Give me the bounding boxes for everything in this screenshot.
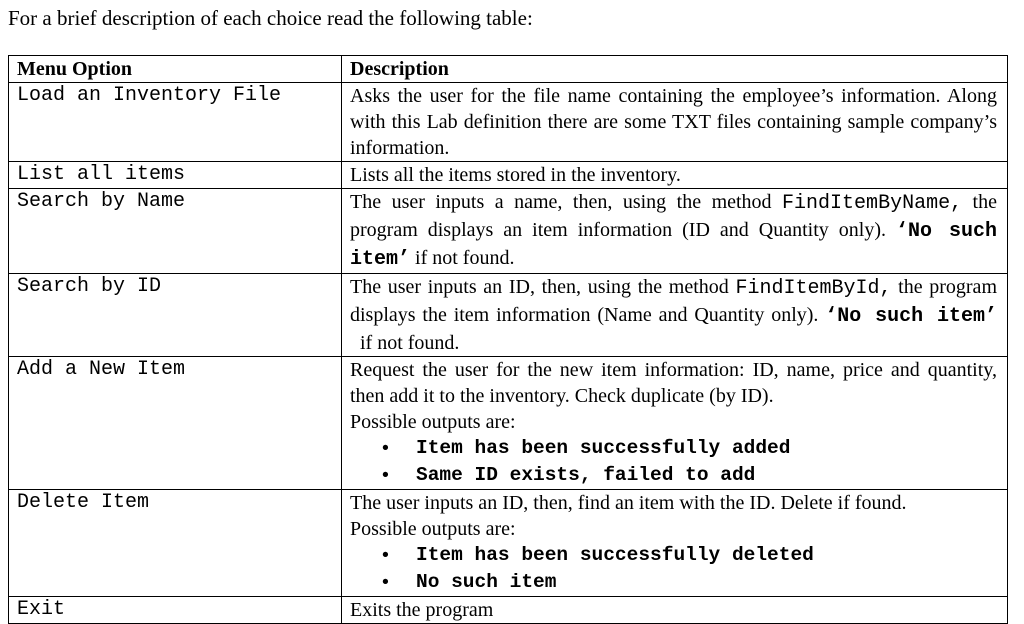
- output-message: No such item: [416, 571, 557, 593]
- desc-delete-item: [342, 490, 1008, 597]
- option-search-id: Search by ID: [9, 274, 342, 357]
- bullet-icon: •: [382, 571, 389, 593]
- option-exit: Exit: [9, 597, 342, 624]
- list-item: [350, 569, 997, 596]
- desc-add-item: [342, 357, 1008, 490]
- outputs-list: [350, 435, 997, 489]
- option-search-name: Search by Name: [9, 189, 342, 274]
- table-row: [9, 357, 1008, 490]
- option-load-inventory: Load an Inventory File: [9, 83, 342, 162]
- desc-text: The user inputs a name, then, using the method: [350, 191, 783, 213]
- bullet-icon: •: [382, 544, 389, 566]
- table-row: [9, 189, 1008, 274]
- bullet-icon: •: [382, 464, 389, 486]
- table-row: [9, 83, 1008, 162]
- desc-text: if not found.: [350, 332, 460, 354]
- table-row: [9, 162, 1008, 189]
- desc-text: the program displays the item information (Name and Quantity only).: [350, 276, 997, 326]
- output-message: Item has been successfully deleted: [416, 544, 814, 566]
- option-add-item: Add a New Item: [9, 357, 342, 490]
- header-description: Description: [342, 56, 1008, 83]
- output-message: Same ID exists, failed to add: [416, 464, 756, 486]
- desc-text: The user inputs an ID, then, find an item with the ID. Delete if found.: [350, 492, 907, 514]
- list-item: [350, 435, 997, 462]
- desc-list-items: Lists all the items stored in the inventory.: [342, 162, 1008, 189]
- not-found-message: ‘No such item’: [350, 220, 997, 271]
- desc-text: Request the user for the new item information: ID, name, price and quantity, then add it to the inventory. Check duplicate (by ID).: [350, 359, 997, 407]
- outputs-label: Possible outputs are:: [350, 411, 516, 433]
- table-row: [9, 274, 1008, 357]
- outputs-list: [350, 542, 997, 596]
- desc-text: the program displays an item information (ID and Quantity only).: [350, 191, 997, 241]
- method-name: FindItemById,: [735, 277, 892, 300]
- desc-text: The user inputs an ID, then, using the method: [350, 276, 736, 298]
- option-list-items: List all items: [9, 162, 342, 189]
- option-delete-item: Delete Item: [9, 490, 342, 597]
- desc-load-inventory: Asks the user for the file name containing the employee’s information. Along with this Lab definition there are some TXT files containing sample company’s information.: [342, 83, 1008, 162]
- bullet-icon: •: [382, 437, 389, 459]
- list-item: [350, 542, 997, 569]
- desc-search-id: [342, 274, 1008, 357]
- desc-search-name: [342, 189, 1008, 274]
- table-row: [9, 490, 1008, 597]
- desc-exit: Exits the program: [342, 597, 1008, 624]
- output-message: Item has been successfully added: [416, 437, 791, 459]
- list-item: [350, 462, 997, 489]
- table-header-row: [9, 56, 1008, 83]
- intro-text: For a brief description of each choice read the following table:: [8, 6, 533, 30]
- method-name: FindItemByName,: [782, 192, 963, 215]
- menu-options-table: [8, 55, 1008, 624]
- not-found-message: ‘No such item’: [825, 305, 997, 328]
- table-row: [9, 597, 1008, 624]
- header-menu-option: Menu Option: [9, 56, 342, 83]
- desc-text: if not found.: [410, 247, 515, 269]
- outputs-label: Possible outputs are:: [350, 518, 516, 540]
